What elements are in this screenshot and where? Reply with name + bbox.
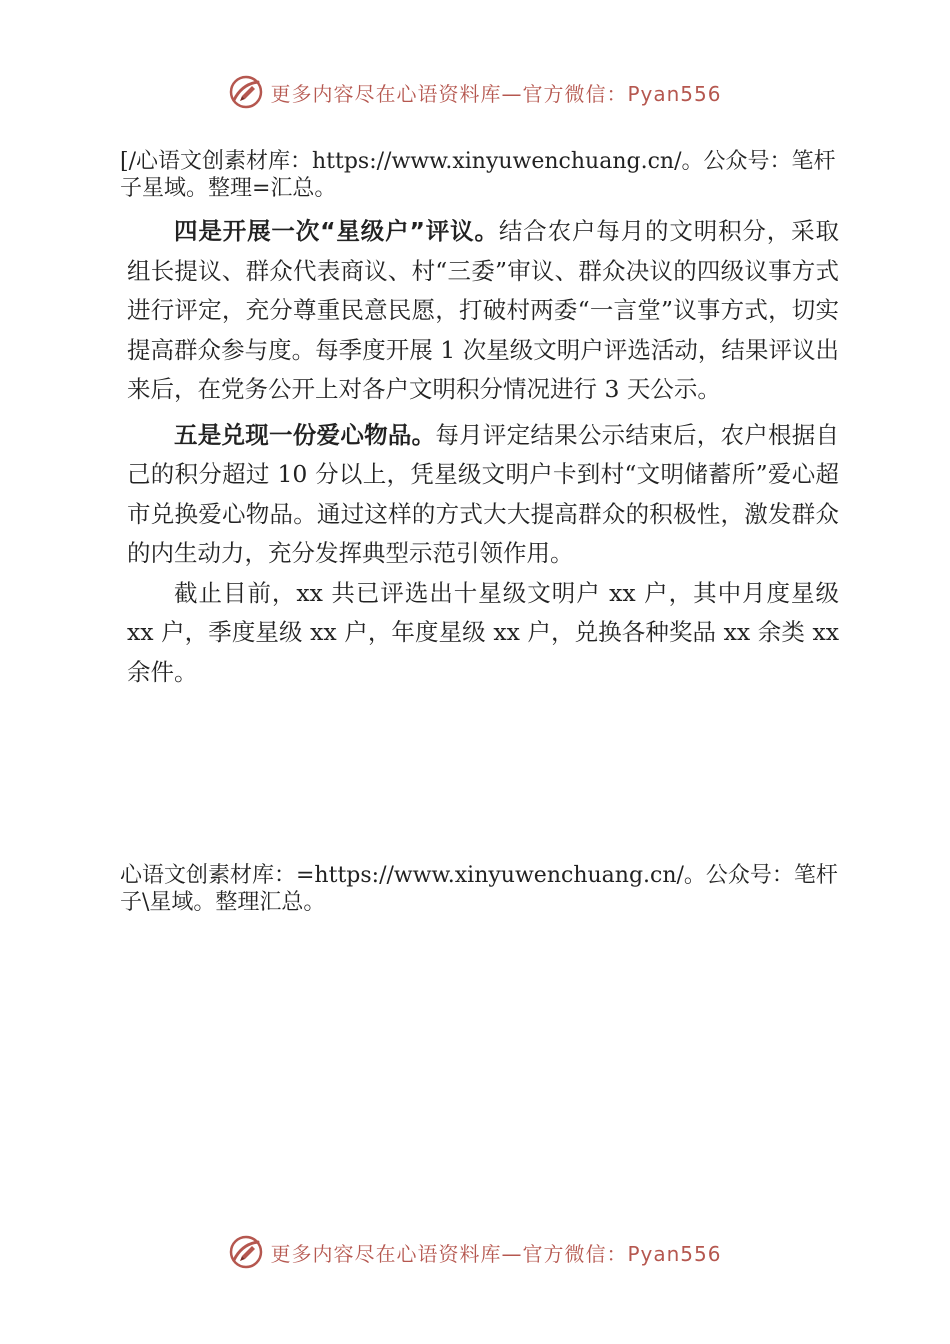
banner-text: 更多内容尽在心语资料库—官方微信：Pyan556 xyxy=(270,1241,722,1266)
document-body xyxy=(127,212,839,692)
paragraph-summary xyxy=(127,574,839,693)
banner-text: 更多内容尽在心语资料库—官方微信：Pyan556 xyxy=(270,81,722,106)
paragraph-4 xyxy=(127,212,839,410)
paragraph-5 xyxy=(127,416,839,574)
paragraph-text: 截止目前，xx 共已评选出十星级文明户 xx 户，其中月度星级 xx 户，季度星级 xx 户，年度星级 xx 户，兑换各种奖品 xx 余类 xx 余件。 xyxy=(127,578,839,686)
paragraph-text: 结合农户每月的文明积分，采取组长提议、群众代表商议、村“三委”审议、群众决议的四级议事方式进行评定，充分尊重民意民愿，打破村两委“一言堂”议事方式，切实提高群众参与度。每季度开展 1 次星级文明户评选活动，结果评议出来后，在党务公开上对各户文明积分情况进行 3 天公示。 xyxy=(127,217,840,403)
source-note-top: [/心语文创素材库：https://www.xinyuwenchuang.cn/。公众号：笔杆子星域。整理=汇总。 xyxy=(120,149,836,201)
footer-banner xyxy=(0,1232,950,1272)
paragraph-lead: 五是兑现一份爱心物品。 xyxy=(174,420,436,449)
paragraph-text: 每月评定结果公示结束后，农户根据自己的积分超过 10 分以上，凭星级文明户卡到村“文明储蓄所”爱心超市兑换爱心物品。通过这样的方式大大提高群众的积极性，激发群众的内生动力，充分发挥典型示范引领作用。 xyxy=(127,420,840,567)
paragraph-lead: 四是开展一次“星级户”评议。 xyxy=(174,217,499,245)
source-note-bottom: 心语文创素材库：=https://www.xinyuwenchuang.cn/。公众号：笔杆子\星域。整理汇总。 xyxy=(120,863,838,915)
pen-circle-logo-icon xyxy=(228,1234,264,1270)
pen-circle-logo-icon xyxy=(228,74,264,110)
header-banner xyxy=(0,72,950,112)
